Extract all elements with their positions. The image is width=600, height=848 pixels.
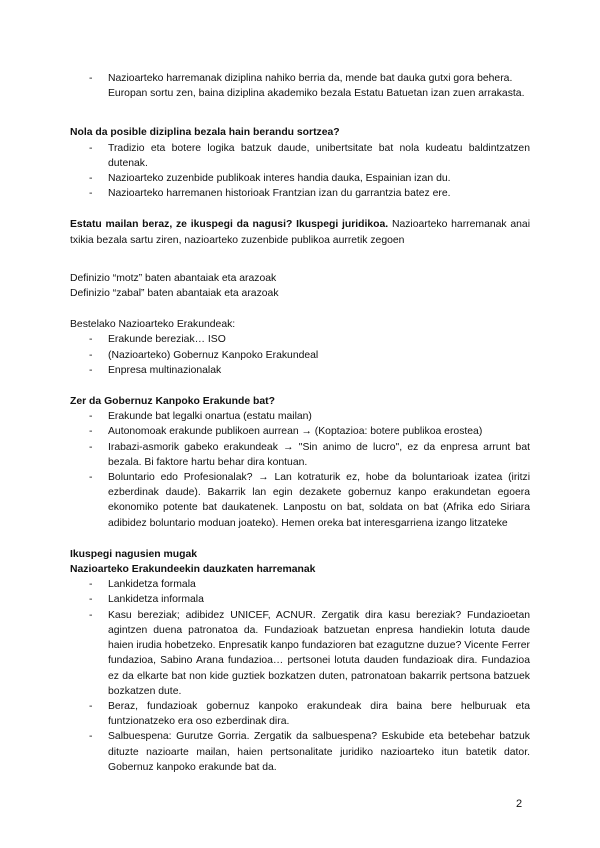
- bestelako-title: Bestelako Nazioarteko Erakundeak:: [70, 319, 236, 331]
- list-item: - Boluntario edo Profesionalak? → Lan kotraturik ez, hobe da boluntarioak izatea (iritzi ezberdinak daude). Bakarrik lan egin dezakete gobernuz kanpo erakundetan egoera ekonomiko potente bat daukatenek. Lanpostu on bat, soldata on bat (Afrika edo Siriara adibidez boluntario moduan joateko). Hemen oreka bat interesgarriena izango litzateke: [70, 470, 530, 531]
- list-item: - Tradizio eta botere logika batzuk daude, unibertsitate bat nola kudeatu baldintzatzen dutenak.: [70, 141, 530, 171]
- list-item: - Irabazi-asmorik gabeko erakundeak → "Sin animo de lucro", ez da enpresa arrunt bat bezala. Bi faktore hartu behar dira kontuan.: [70, 440, 530, 470]
- list-item: - (Nazioarteko) Gobernuz Kanpoko Erakundeal: [70, 348, 530, 363]
- section-heading-diziplina: Nola da posible diziplina bezala hain berandu sortzea?: [70, 127, 340, 139]
- list-item: - Autonomoak erakunde publikoen aurrean → (Koptazioa: botere publikoa erostea): [70, 424, 530, 439]
- bestelako-list: [70, 332, 530, 378]
- definition-line: Definizio “zabal” baten abantaiak eta arazoak: [70, 288, 279, 300]
- section-heading-mugak: Ikuspegi nagusien mugak: [70, 548, 198, 560]
- list-item: - Lankidetza informala: [70, 592, 530, 607]
- page-number: 2: [516, 798, 523, 810]
- definition-line: Definizio “motz” baten abantaiak eta arazoak: [70, 272, 277, 284]
- list-item: - Erakunde bat legalki onartua (estatu mailan): [70, 409, 530, 424]
- list-item: - Kasu bereziak; adibidez UNICEF, ACNUR. Zergatik dira kasu bereziak? Fundazioetan agintzen duena patronatoa da. Fundazioak batzuetan enpresa handiekin lotuta daude haien irudia hobetzeko. Enpresatik kanpo fundazioren bat ezagutzne duzue? Vicente Ferrer fundazioa, Sabino Arana fundazioa… pertsonei lotuta dauden fundazioak dira. Fundazioa ez da elkarte bat non kide guztiek bozkatzen duten, patronatoan bakarrik pertsona batzuek bozkatzen dute.: [70, 608, 530, 699]
- estatu-paragraph: [70, 217, 530, 247]
- list-item: - Lankidetza formala: [70, 577, 530, 592]
- section-heading-gke: Zer da Gobernuz Kanpoko Erakunde bat?: [70, 396, 275, 408]
- estatu-text: Nazioarteko harremanak anai txikia bezala sartu ziren, nazioarteko zuzenbide publikoa aurretik zegoen: [70, 219, 530, 246]
- list-item: - Beraz, fundazioak gobernuz kanpoko erakundeak dira baina bere helburuak eta funtzionatzeko era oso ezberdinak dira.: [70, 699, 530, 729]
- list-item: - Nazioarteko harremanak diziplina nahiko berria da, mende bat dauka gutxi gora behera. Europan sortu zen, baina diziplina akademiko bezala Estatu Batuetan izan zuen arrakasta.: [70, 71, 530, 101]
- diziplina-list: [70, 141, 530, 202]
- gke-list: [70, 409, 530, 531]
- harremanak-list: [70, 577, 530, 775]
- list-item: - Salbuespena: Gurutze Gorria. Zergatik da salbuespena? Eskubide eta betebehar batzuk dituzte nazioarte mailan, haien pertsonalitate juridiko nazioarteko itun batetik dator. Gobernuz kanpoko erakunde bat da.: [70, 729, 530, 775]
- list-item: - Nazioarteko zuzenbide publikoak interes handia dauka, Espainian izan du.: [70, 171, 530, 186]
- list-item: - Enpresa multinazionalak: [70, 363, 530, 378]
- estatu-question: Estatu mailan beraz, ze ikuspegi da nagusi? Ikuspegi juridikoa.: [70, 219, 389, 231]
- list-item: - Erakunde bereziak… ISO: [70, 332, 530, 347]
- page-content: [70, 71, 530, 775]
- section-heading-harremanak: Nazioarteko Erakundeekin dauzkaten harremanak: [70, 564, 316, 576]
- list-item: - Nazioarteko harremanen historioak Frantzian izan du garrantzia batez ere.: [70, 186, 530, 201]
- intro-list: [70, 71, 530, 101]
